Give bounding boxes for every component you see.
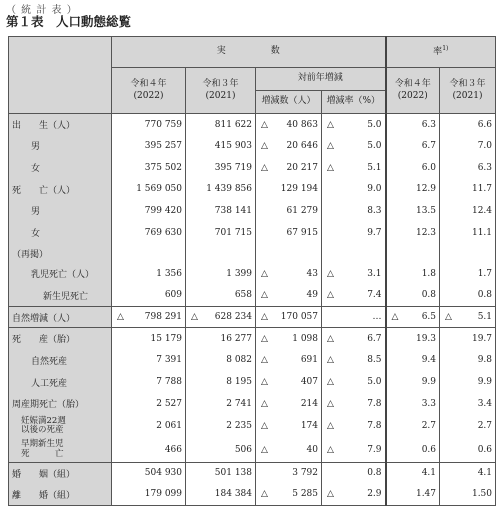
- cell-diff-rate: [322, 462, 386, 484]
- cell-diff-rate-value: 7.8: [367, 421, 382, 432]
- cell-rate-r3-value: 11.7: [471, 184, 493, 195]
- header-rate: [386, 37, 496, 68]
- table-row: [9, 328, 496, 350]
- header-r3: 令和３年 (2021): [186, 68, 256, 114]
- row-label: 出 生（人）: [9, 114, 112, 136]
- decrease-mark: △: [327, 162, 334, 173]
- cell-r3-value: 395 719: [214, 162, 252, 173]
- cell-rate-r3: [440, 484, 496, 506]
- cell-rate-r3: [440, 157, 496, 179]
- table-row: [9, 114, 496, 136]
- cell-rate-r4-value: 12.9: [415, 184, 437, 195]
- row-label: 新生児死亡: [9, 285, 112, 307]
- cell-diff-rate: [322, 178, 386, 200]
- empty-cell: [186, 243, 256, 262]
- cell-diff-rate: [322, 415, 386, 439]
- decrease-mark: △: [261, 489, 268, 500]
- cell-rate-r4: [386, 263, 440, 285]
- cell-r4: [112, 371, 186, 393]
- row-label: （再掲）: [9, 243, 112, 262]
- table-row: [9, 393, 496, 415]
- decrease-mark: △: [261, 377, 268, 388]
- cell-r4: [112, 484, 186, 506]
- cell-r4-value: 769 630: [144, 227, 182, 238]
- row-label-line1: 早期新生児: [21, 439, 64, 450]
- table-row: [9, 438, 496, 462]
- cell-diff-rate-value: 9.7: [367, 227, 382, 238]
- cell-diff-rate: [322, 114, 386, 136]
- cell-rate-r3-value: 5.1: [477, 312, 493, 323]
- cell-r3-value: 501 138: [214, 468, 252, 479]
- table-row: [9, 157, 496, 179]
- row-label: 死 産（胎）: [9, 328, 112, 350]
- row-label: [9, 438, 112, 462]
- cell-rate-r3: [440, 135, 496, 157]
- decrease-mark: △: [327, 290, 334, 301]
- decrease-mark: △: [191, 312, 198, 323]
- cell-rate-r3: [440, 393, 496, 415]
- cell-rate-r4: [386, 200, 440, 222]
- decrease-mark: △: [261, 355, 268, 366]
- cell-rate-r3-value: 1.50: [471, 489, 493, 500]
- cell-diff-value: 170 057: [280, 312, 318, 323]
- cell-rate-r4-value: 4.1: [421, 468, 437, 479]
- header-jissu: 実 数: [112, 37, 386, 68]
- decrease-mark: △: [261, 444, 268, 455]
- header-rate-label: 率: [433, 47, 443, 58]
- decrease-mark: △: [117, 312, 124, 323]
- row-label: [9, 415, 112, 439]
- decrease-mark: △: [445, 312, 452, 323]
- cell-r4: [112, 415, 186, 439]
- empty-cell: [386, 243, 440, 262]
- cell-diff-value: 40 863: [286, 119, 318, 130]
- cell-r4-value: 799 420: [144, 205, 182, 216]
- cell-diff-rate-value: 5.0: [367, 119, 382, 130]
- cell-r3-value: 628 234: [214, 312, 252, 323]
- cell-r4: [112, 135, 186, 157]
- cell-rate-r4: [386, 350, 440, 372]
- cell-diff-rate-value: 5.0: [367, 140, 382, 151]
- cell-r3: [186, 114, 256, 136]
- table-title: 第１表 人口動態総覧: [6, 14, 132, 29]
- cell-rate-r3: [440, 306, 496, 328]
- cell-rate-r3-value: 7.0: [477, 140, 493, 151]
- cell-rate-r4-value: 2.7: [421, 421, 437, 432]
- cell-r3-value: 701 715: [214, 227, 252, 238]
- table-row: [9, 484, 496, 506]
- table-row: [9, 135, 496, 157]
- header-rate-r3: 令和３年 (2021): [440, 68, 496, 114]
- row-label: 周産期死亡（胎）: [9, 393, 112, 415]
- cell-rate-r4-value: 6.0: [421, 162, 437, 173]
- cell-diff: [256, 200, 322, 222]
- cell-r4: [112, 462, 186, 484]
- cell-r3-value: 1 439 856: [206, 184, 252, 195]
- cell-r3-value: 1 399: [226, 268, 252, 279]
- cell-r4-value: 395 257: [144, 140, 182, 151]
- cell-diff-value: 174: [300, 421, 318, 432]
- table-row: [9, 200, 496, 222]
- cell-rate-r4: [386, 178, 440, 200]
- cell-r4: [112, 350, 186, 372]
- empty-cell: [322, 243, 386, 262]
- cell-rate-r4-value: 6.7: [421, 140, 437, 151]
- cell-r3-value: 16 277: [220, 333, 252, 344]
- decrease-mark: △: [261, 421, 268, 432]
- cell-diff: [256, 371, 322, 393]
- cell-rate-r3-value: 19.7: [471, 333, 493, 344]
- cell-diff-rate-value: 5.1: [367, 162, 382, 173]
- empty-cell: [440, 243, 496, 262]
- cell-rate-r4-value: 9.4: [421, 355, 437, 366]
- cell-rate-r3-value: 2.7: [477, 421, 493, 432]
- cell-r3: [186, 135, 256, 157]
- cell-diff-rate-value: 7.9: [367, 444, 382, 455]
- cell-rate-r3: [440, 415, 496, 439]
- cell-diff-rate-value: 8.3: [367, 205, 382, 216]
- cell-rate-r4: [386, 415, 440, 439]
- cell-r3: [186, 306, 256, 328]
- cell-r3-value: 184 384: [214, 489, 252, 500]
- cell-diff: [256, 157, 322, 179]
- cell-diff: [256, 462, 322, 484]
- row-label: 婚 姻（組）: [9, 462, 112, 484]
- table-body: [9, 114, 496, 506]
- cell-rate-r4: [386, 328, 440, 350]
- cell-rate-r3-value: 11.1: [471, 227, 493, 238]
- cell-r3: [186, 462, 256, 484]
- cell-r3: [186, 415, 256, 439]
- cell-r3: [186, 222, 256, 244]
- cell-r3: [186, 328, 256, 350]
- decrease-mark: △: [327, 355, 334, 366]
- cell-rate-r3-value: 6.6: [477, 119, 493, 130]
- cell-diff: [256, 135, 322, 157]
- cell-diff: [256, 484, 322, 506]
- cell-diff-value: 67 915: [286, 227, 318, 238]
- cell-diff-rate: [322, 438, 386, 462]
- cell-rate-r4: [386, 135, 440, 157]
- row-label: 男: [9, 200, 112, 222]
- cell-diff-value: 40: [306, 444, 318, 455]
- cell-rate-r4: [386, 438, 440, 462]
- row-label: 離 婚（組）: [9, 484, 112, 506]
- cell-r4-value: 2 527: [156, 398, 182, 409]
- row-label: 男: [9, 135, 112, 157]
- row-label: 乳児死亡（人）: [9, 263, 112, 285]
- cell-r3: [186, 438, 256, 462]
- decrease-mark: △: [327, 489, 334, 500]
- cell-rate-r3: [440, 438, 496, 462]
- decrease-mark: △: [327, 119, 334, 130]
- cell-diff-rate: [322, 222, 386, 244]
- cell-r4: [112, 328, 186, 350]
- cell-r3-value: 738 141: [214, 205, 252, 216]
- cell-rate-r4-value: 13.5: [415, 205, 437, 216]
- cell-diff-rate-value: 7.4: [367, 290, 382, 301]
- cell-rate-r3-value: 12.4: [471, 205, 493, 216]
- cell-r4-value: 466: [164, 444, 182, 455]
- cell-diff-value: 49: [306, 290, 318, 301]
- cell-diff: [256, 178, 322, 200]
- cell-rate-r4: [386, 114, 440, 136]
- header-rate-r4: 令和４年 (2022): [386, 68, 440, 114]
- cell-rate-r3: [440, 263, 496, 285]
- cell-r3-value: 658: [234, 290, 252, 301]
- table-row: [9, 285, 496, 307]
- cell-rate-r4: [386, 306, 440, 328]
- cell-diff-value: 407: [300, 377, 318, 388]
- cell-r4: [112, 263, 186, 285]
- cell-rate-r3: [440, 114, 496, 136]
- cell-r4-value: 7 391: [156, 355, 182, 366]
- cell-rate-r4-value: 9.9: [421, 377, 437, 388]
- cell-r4-value: 7 788: [156, 377, 182, 388]
- cell-rate-r4-value: 3.3: [421, 398, 437, 409]
- cell-diff: [256, 393, 322, 415]
- cell-r3: [186, 371, 256, 393]
- cell-r4: [112, 222, 186, 244]
- cell-rate-r4-value: 12.3: [415, 227, 437, 238]
- decrease-mark: △: [261, 398, 268, 409]
- decrease-mark: △: [261, 162, 268, 173]
- decrease-mark: △: [327, 421, 334, 432]
- cell-diff: [256, 306, 322, 328]
- header-diff-rate: 増減率（%）: [322, 91, 386, 114]
- cell-r4: [112, 157, 186, 179]
- cell-rate-r3-value: 0.8: [477, 290, 493, 301]
- cell-diff-value: 3 792: [292, 468, 318, 479]
- table-row: [9, 222, 496, 244]
- row-label: 人工死産: [9, 371, 112, 393]
- cell-rate-r3: [440, 200, 496, 222]
- cell-diff-rate-value: 6.7: [367, 333, 382, 344]
- cell-r4: [112, 393, 186, 415]
- decrease-mark: △: [261, 268, 268, 279]
- cell-rate-r3-value: 1.7: [477, 268, 493, 279]
- cell-diff-value: 129 194: [280, 184, 318, 195]
- decrease-mark: △: [261, 119, 268, 130]
- cell-rate-r4-value: 6.3: [421, 119, 437, 130]
- cell-diff-rate-value: 9.0: [367, 184, 382, 195]
- decrease-mark: △: [327, 333, 334, 344]
- cell-diff-rate-value: …: [372, 312, 382, 323]
- cell-rate-r3: [440, 328, 496, 350]
- cell-r3-value: 506: [234, 444, 252, 455]
- empty-cell: [256, 243, 322, 262]
- cell-diff: [256, 438, 322, 462]
- decrease-mark: △: [261, 290, 268, 301]
- cell-diff-rate: [322, 157, 386, 179]
- cell-rate-r3-value: 4.1: [477, 468, 493, 479]
- empty-cell: [112, 243, 186, 262]
- cell-r4-value: 375 502: [144, 162, 182, 173]
- cell-r3: [186, 178, 256, 200]
- cell-r3: [186, 484, 256, 506]
- cell-r4: [112, 200, 186, 222]
- header-diff: 増減数（人）: [256, 91, 322, 114]
- header-rate-note: 1): [442, 45, 449, 53]
- cell-diff: [256, 222, 322, 244]
- row-label: 自然死産: [9, 350, 112, 372]
- cell-rate-r4: [386, 157, 440, 179]
- cell-r3-value: 811 622: [214, 119, 252, 130]
- row-label: 死 亡（人）: [9, 178, 112, 200]
- cell-diff: [256, 114, 322, 136]
- cell-diff-rate-value: 2.9: [367, 489, 382, 500]
- decrease-mark: △: [327, 398, 334, 409]
- cell-rate-r3: [440, 371, 496, 393]
- header-vs-prev: 対前年増減: [256, 68, 386, 91]
- decrease-mark: △: [391, 312, 399, 323]
- table-caption: （ 統 計 表 ）: [6, 5, 78, 16]
- cell-diff: [256, 350, 322, 372]
- decrease-mark: △: [261, 140, 268, 151]
- cell-r3: [186, 157, 256, 179]
- cell-rate-r3: [440, 222, 496, 244]
- cell-r3: [186, 393, 256, 415]
- table-row: [9, 350, 496, 372]
- cell-diff-rate-value: 7.8: [367, 398, 382, 409]
- cell-diff-rate-value: 8.5: [367, 355, 382, 366]
- cell-rate-r4: [386, 484, 440, 506]
- table-row: [9, 263, 496, 285]
- row-label-line2: 以後の死産: [21, 425, 64, 436]
- cell-diff-value: 5 285: [292, 489, 318, 500]
- cell-rate-r4-value: 1.8: [421, 268, 437, 279]
- cell-diff-rate: [322, 263, 386, 285]
- cell-rate-r3-value: 6.3: [477, 162, 493, 173]
- cell-diff-rate: [322, 393, 386, 415]
- cell-rate-r3: [440, 178, 496, 200]
- cell-rate-r4: [386, 222, 440, 244]
- cell-diff-value: 691: [300, 355, 318, 366]
- cell-r3: [186, 285, 256, 307]
- decrease-mark: △: [261, 312, 268, 323]
- cell-r3: [186, 263, 256, 285]
- cell-r3-value: 2 741: [226, 398, 252, 409]
- cell-diff-rate: [322, 200, 386, 222]
- cell-diff-value: 20 646: [286, 140, 318, 151]
- cell-rate-r3-value: 9.9: [477, 377, 493, 388]
- cell-diff-rate: [322, 135, 386, 157]
- row-label: 女: [9, 222, 112, 244]
- cell-r3-value: 2 235: [226, 421, 252, 432]
- cell-r4-value: 609: [164, 290, 182, 301]
- cell-r4-value: 770 759: [144, 119, 182, 130]
- table-row: [9, 243, 496, 262]
- cell-rate-r3: [440, 285, 496, 307]
- cell-rate-r3-value: 3.4: [477, 398, 493, 409]
- row-label-line1: 妊娠満22週: [21, 415, 66, 426]
- decrease-mark: △: [327, 377, 334, 388]
- header-r4: 令和４年 (2022): [112, 68, 186, 114]
- cell-rate-r3-value: 0.6: [477, 444, 493, 455]
- cell-diff-rate: [322, 350, 386, 372]
- cell-r4-value: 1 569 050: [136, 184, 182, 195]
- cell-r3-value: 8 195: [226, 377, 252, 388]
- cell-diff: [256, 415, 322, 439]
- table-row: [9, 415, 496, 439]
- cell-diff-rate: [322, 371, 386, 393]
- decrease-mark: △: [261, 333, 268, 344]
- cell-r3-value: 8 082: [226, 355, 252, 366]
- cell-r4: [112, 178, 186, 200]
- header-blank-cell: [9, 37, 112, 114]
- cell-diff: [256, 285, 322, 307]
- cell-rate-r4-value: 19.3: [415, 333, 437, 344]
- cell-diff-rate-value: 3.1: [367, 268, 382, 279]
- row-label: 自然増減（人）: [9, 306, 112, 328]
- cell-diff-rate: [322, 306, 386, 328]
- decrease-mark: △: [327, 268, 334, 279]
- cell-r4: [112, 438, 186, 462]
- table-row: [9, 371, 496, 393]
- cell-diff: [256, 328, 322, 350]
- cell-r4-value: 798 291: [144, 312, 182, 323]
- cell-r4: [112, 285, 186, 307]
- cell-rate-r3: [440, 462, 496, 484]
- cell-diff-value: 43: [306, 268, 318, 279]
- cell-diff-value: 1 098: [292, 333, 318, 344]
- decrease-mark: △: [327, 444, 334, 455]
- cell-diff: [256, 263, 322, 285]
- cell-diff-rate: [322, 328, 386, 350]
- cell-diff-rate-value: 0.8: [367, 468, 382, 479]
- cell-diff-rate: [322, 484, 386, 506]
- cell-r4-value: 179 099: [144, 489, 182, 500]
- table-row: [9, 306, 496, 328]
- vital-statistics-table: [8, 36, 496, 506]
- cell-r4: [112, 306, 186, 328]
- cell-diff-rate: [322, 285, 386, 307]
- cell-rate-r4: [386, 371, 440, 393]
- table-row: [9, 178, 496, 200]
- cell-diff-value: 214: [300, 398, 318, 409]
- cell-r3: [186, 350, 256, 372]
- cell-r4-value: 1 356: [156, 268, 182, 279]
- cell-rate-r4: [386, 462, 440, 484]
- cell-r3-value: 415 903: [214, 140, 252, 151]
- cell-rate-r4-value: 1.47: [415, 489, 437, 500]
- cell-r4: [112, 114, 186, 136]
- cell-rate-r3-value: 9.8: [477, 355, 493, 366]
- cell-rate-r4: [386, 393, 440, 415]
- cell-diff-value: 20 217: [286, 162, 318, 173]
- cell-rate-r4: [386, 285, 440, 307]
- cell-diff-rate-value: 5.0: [367, 377, 382, 388]
- cell-diff-value: 61 279: [286, 205, 318, 216]
- cell-r3: [186, 200, 256, 222]
- cell-rate-r4-value: 0.8: [421, 290, 437, 301]
- cell-r4-value: 504 930: [144, 468, 182, 479]
- cell-r4-value: 15 179: [150, 333, 182, 344]
- row-label-line2: 死 亡: [21, 448, 64, 459]
- decrease-mark: △: [327, 140, 334, 151]
- cell-rate-r4-value: 0.6: [421, 444, 437, 455]
- row-label: 女: [9, 157, 112, 179]
- cell-rate-r3: [440, 350, 496, 372]
- table-row: [9, 462, 496, 484]
- cell-rate-r4-value: 6.5: [421, 312, 437, 323]
- cell-r4-value: 2 061: [156, 421, 182, 432]
